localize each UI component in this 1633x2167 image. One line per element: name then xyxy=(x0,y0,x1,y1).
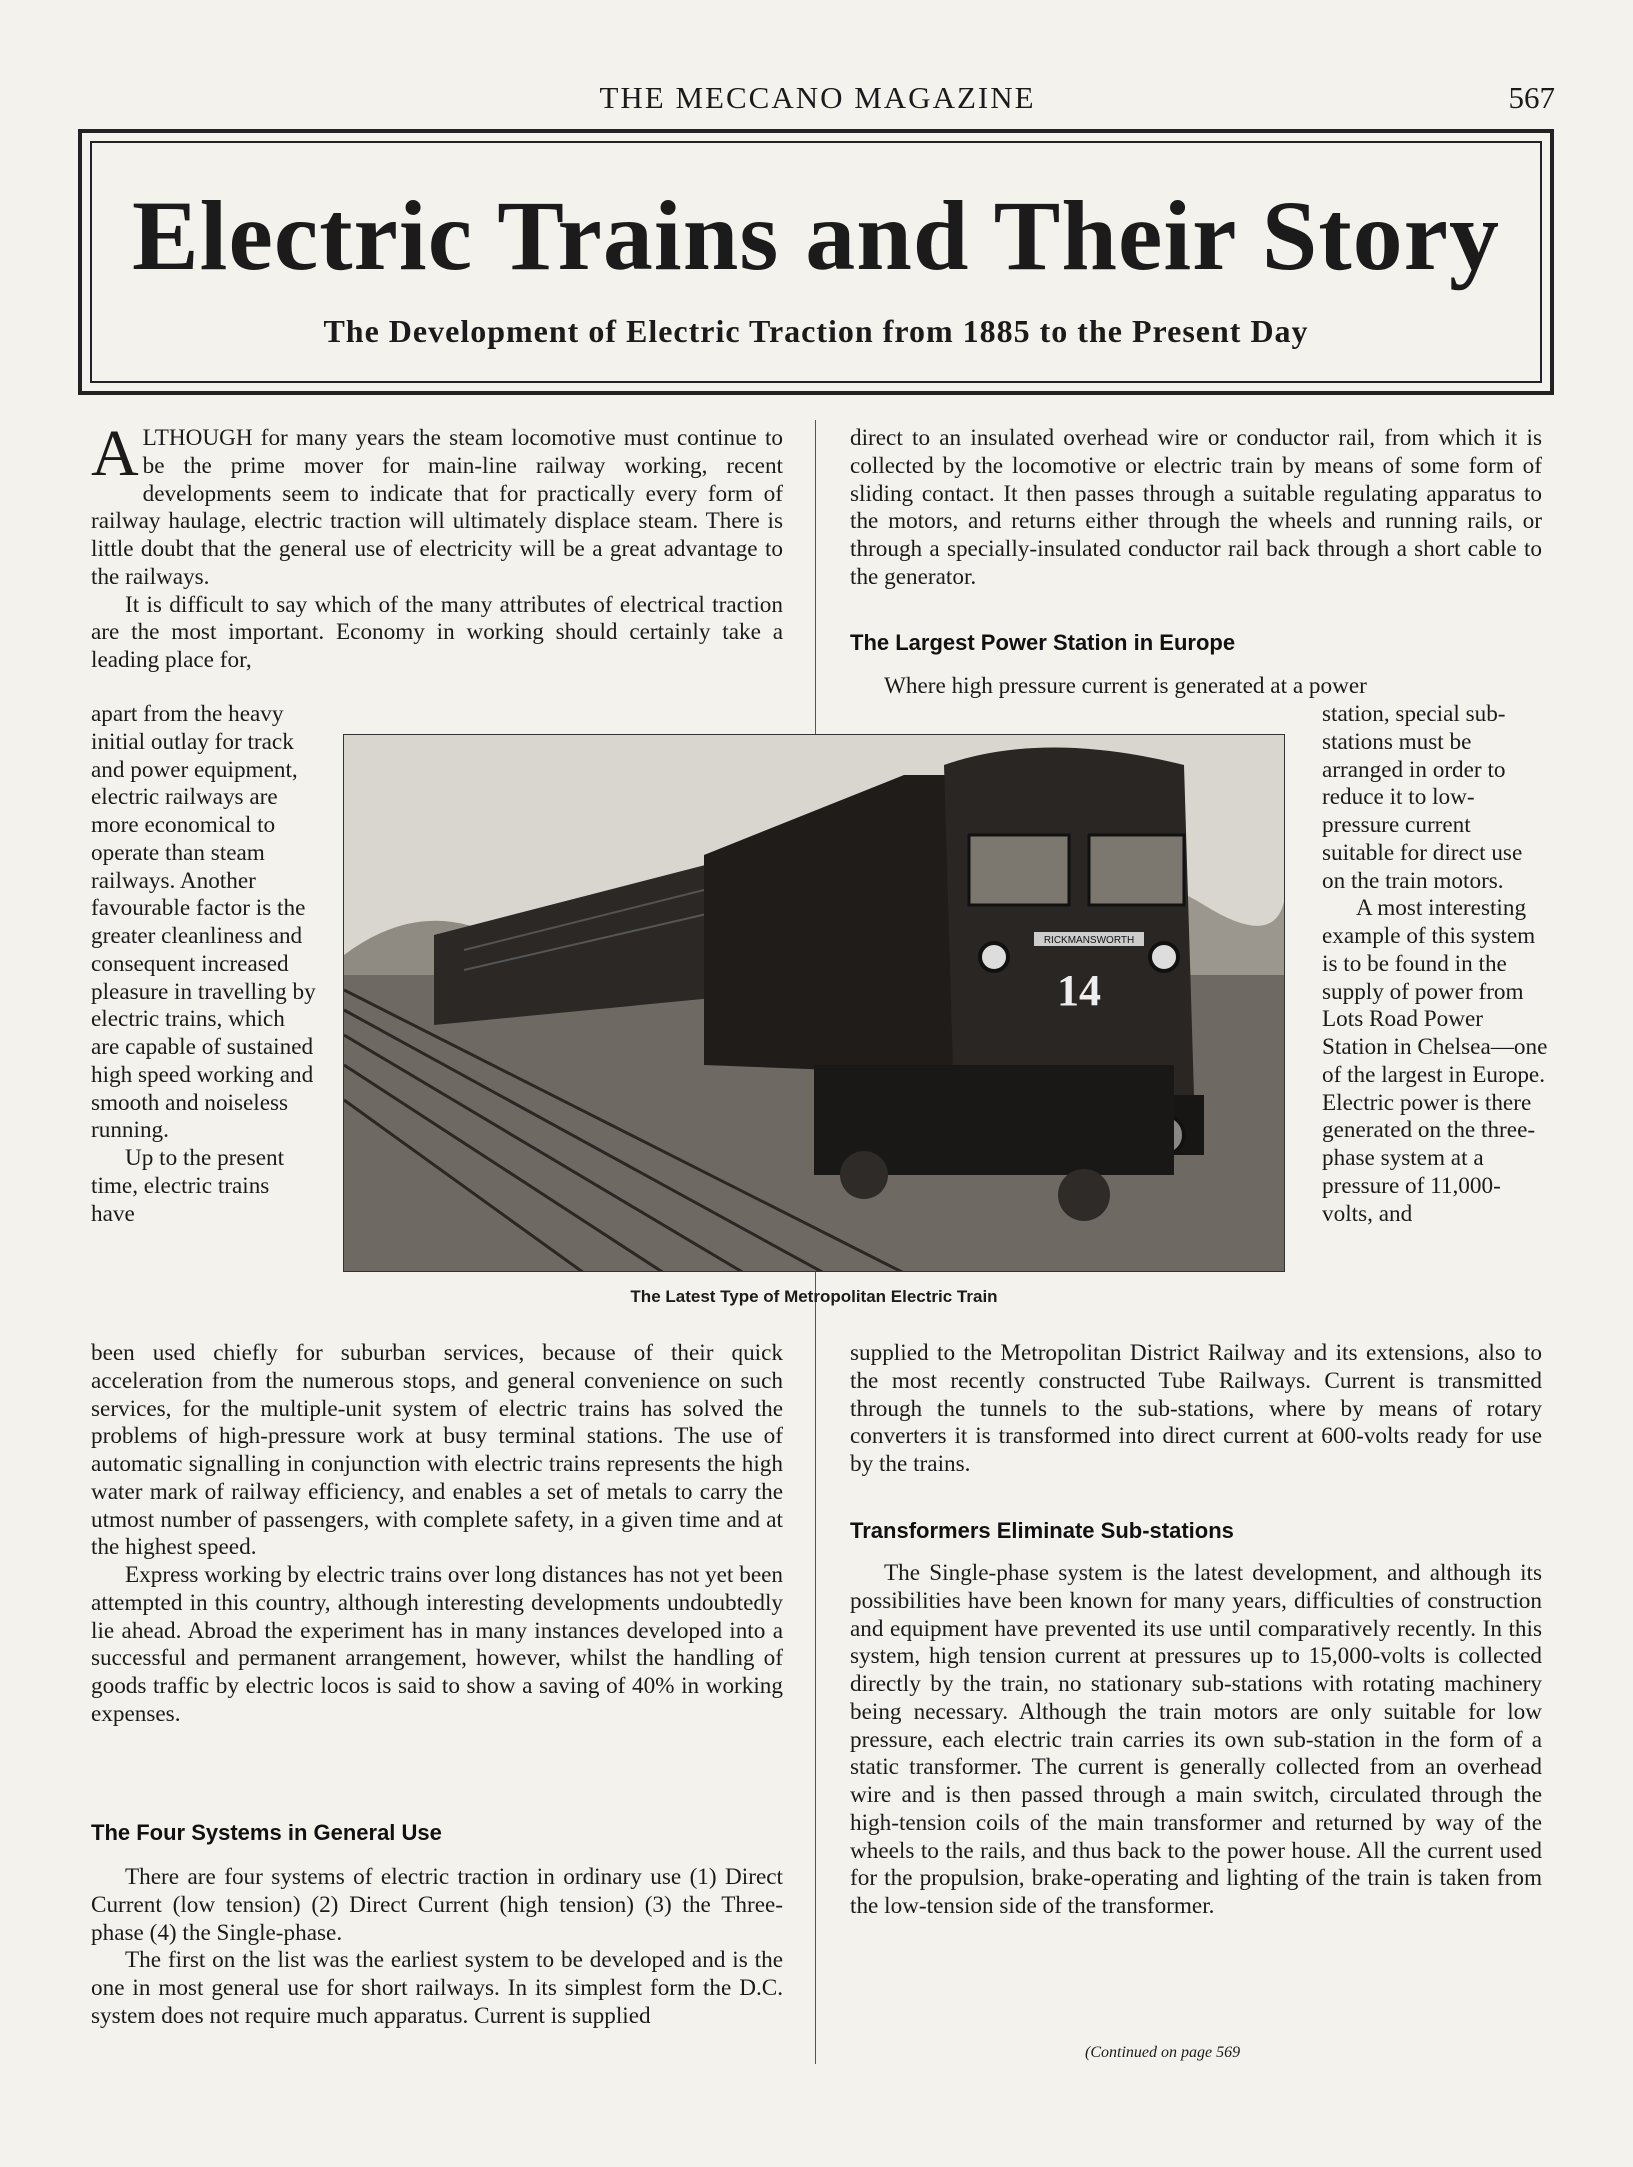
col2-bottom xyxy=(850,1560,1542,1921)
cab-window-right xyxy=(1089,835,1184,905)
heading-transformers: Transformers Eliminate Sub-stations xyxy=(850,1518,1234,1543)
loco-number: 14 xyxy=(1057,966,1101,1015)
masthead xyxy=(80,80,1555,124)
col1-para-2b: apart from the heavy initial outlay for track and power equipment, electric railways are more economical to operate than steam railways. Another favourable factor is the greater cleanliness and consequent increased pleasure in travelling by electric trains, which are capable of sustained high speed working and smooth and noiseless running. xyxy=(91,701,316,1144)
lamp-right xyxy=(1150,943,1178,971)
page-number: 567 xyxy=(1508,80,1555,115)
col2-top xyxy=(850,425,1542,592)
heading-four-systems: The Four Systems in General Use xyxy=(91,1820,442,1845)
col1-para-2: It is difficult to say which of the many attributes of electrical traction are the most important. Economy in working should certainly take a leading place for, xyxy=(91,591,783,673)
train-photo xyxy=(343,734,1285,1272)
title-box xyxy=(78,129,1554,395)
col1-para-4: Express working by electric trains over long distances has not yet been attempted in this country, although interesting developments undoubtedly lie ahead. Abroad the experiment has in many instances developed into a successful and permanent arrangement, however, whilst the handling of goods traffic by electric locos is said to show a saving of 40% in working expenses. xyxy=(91,1562,783,1727)
col2-para-2b: station, special sub-stations must be arranged in order to reduce it to low-pressure current suitable for direct use on the train motors. xyxy=(1322,701,1523,894)
col2-para-3: A most interesting example of this system is to be found in the supply of power from Lots Road Power Station in Chelsea—one of the largest in Europe. Electric power is there generated on the three-phase system at a pressure of 11,000-volts, and xyxy=(1322,895,1548,1227)
continued-note: (Continued on page 569 xyxy=(1085,2044,1241,2061)
col1-para-5: There are four systems of electric traction in ordinary use (1) Direct Current (low tension) (2) Direct Current (high tension) (3) the Three-phase (4) the Single-phase. xyxy=(91,1864,783,1946)
col2-para-1: direct to an insulated overhead wire or conductor rail, from which it is collected by the locomotive or electric train by means of some form of sliding contact. It then passes through a suitable regulating apparatus to the motors, and returns either through the wheels and running rails, or through a specially-insulated conductor rail back through a short cable to the generator. xyxy=(850,425,1542,590)
col1-para-3a: Up to the present time, electric trains have xyxy=(91,1145,285,1227)
col1-para-6: The first on the list was the earliest system to be developed and is the one in most general use for short railways. In its simplest form the D.C. system does not require much apparatus. Current is supplied xyxy=(91,1947,783,2029)
train-illustration xyxy=(344,735,1285,1272)
col1-para-1-text: LTHOUGH for many years the steam locomotive must continue to be the prime mover for main-line railway working, recent developments seem to indicate that for practically every form of railway haulage, electric traction will ultimately displace steam. There is little doubt that the general use of electricity will be a great advantage to the railways. xyxy=(91,425,783,590)
lamp-left xyxy=(980,943,1008,971)
heading-largest-power-station: The Largest Power Station in Europe xyxy=(850,630,1236,655)
drop-cap: A xyxy=(91,417,139,490)
loco-front xyxy=(944,748,1194,1106)
col1-para-1 xyxy=(91,417,783,592)
col2-para-4: supplied to the Metropolitan District Railway and its extensions, also to the most recently constructed Tube Railways. Current is transmitted through the tunnels to the sub-stations, where by means of rotary converters it is transformed into direct current at 600-volts ready for use by the trains. xyxy=(850,1340,1542,1477)
col1-end xyxy=(91,1864,783,2031)
photo-caption: The Latest Type of Metropolitan Electric Train xyxy=(630,1287,998,1306)
col2-para-2a: Where high pressure current is generated at a power xyxy=(884,673,1367,699)
col2-mid xyxy=(850,1340,1542,1479)
col1-top xyxy=(91,417,783,675)
nameplate-text: RICKMANSWORTH xyxy=(1043,935,1135,946)
col1-narrow xyxy=(91,701,317,1228)
col1-para-3b: been used chiefly for suburban services, because of their quick acceleration from the numerous stops, and general convenience on such services, for the multiple-unit system of electric trains has solved the problems of high-pressure work at busy terminal stations. The use of automatic signalling in conjunction with electric trains represents the high water mark of railway efficiency, and enables a set of metals to carry the utmost number of passengers, with complete safety, in a given time and at the highest speed. xyxy=(91,1340,783,1561)
magazine-title: THE MECCANO MAGAZINE xyxy=(599,80,1036,115)
col1-bottom xyxy=(91,1340,783,1729)
article-title: Electric Trains and Their Story xyxy=(131,180,1501,291)
article-subtitle: The Development of Electric Traction from 1885 to the Present Day xyxy=(323,313,1309,349)
cab-window-left xyxy=(969,835,1069,905)
wheel-2 xyxy=(1058,1169,1110,1221)
wheel-1 xyxy=(840,1151,888,1199)
col2-narrow xyxy=(1322,701,1548,1228)
col2-p2a xyxy=(850,673,1542,701)
col2-para-5: The Single-phase system is the latest development, and although its possibilities have been known for many years, difficulties of construction and equipment have prevented its use until comparatively recently. In this system, high tension current at pressures up to 15,000-volts is collected directly by the train, no stationary sub-stations with rotating machinery being necessary. Although the train motors are only suitable for low pressure, each electric train carries its own sub-station in the form of a static transformer. The current is generally collected from an overhead wire and is then passed through a main switch, circulated through the high-tension coils of the main transformer and returned by way of the wheels to the rails, and thus back to the power house. All the current used for the propulsion, brake-operating and lighting of the train is taken from the low-tension side of the transformer. xyxy=(850,1560,1542,1919)
